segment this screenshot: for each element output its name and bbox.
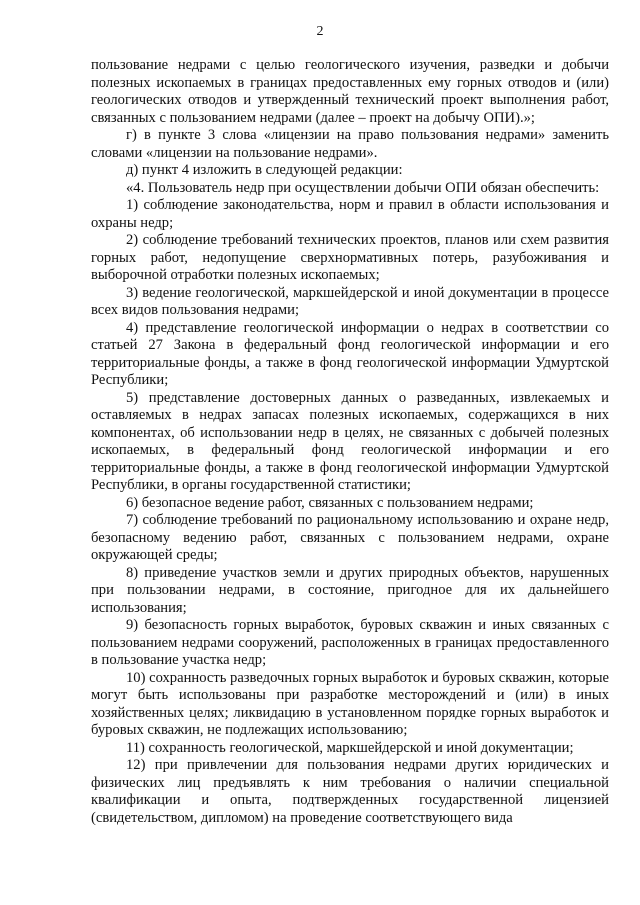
paragraph: 12) при привлечении для пользования недрами других юридических и физических лиц предъявлять к ним требования о наличии специальной квалификации и опыта, подтвержденных государственной лицензией (свидетельством, дипломом) на проведение соответствующего вида (91, 757, 609, 826)
paragraph: 11) сохранность геологической, маркшейдерской и иной документации; (126, 739, 574, 756)
document-body (91, 57, 609, 827)
paragraph: 7) соблюдение требований по рациональному использованию и охране недр, безопасному ведению работ, связанных с пользованием недрами, охране окружающей среды; (91, 512, 609, 563)
paragraph: 9) безопасность горных выработок, буровых скважин и иных связанных с пользованием недрами сооружений, расположенных в границах предоставленного в пользование участка недр; (91, 617, 609, 668)
paragraph: 3) ведение геологической, маркшейдерской и иной документации в процессе всех видов пользования недрами; (91, 284, 609, 318)
paragraph: 8) приведение участков земли и других природных объектов, нарушенных при пользовании недрами, в состояние, пригодное для их дальнейшего использования; (91, 564, 609, 616)
paragraph: «4. Пользователь недр при осуществлении добычи ОПИ обязан обеспечить: (126, 179, 600, 196)
paragraph: 2) соблюдение требований технических проектов, планов или схем развития горных работ, недопущение сверхнормативных потерь, разубоживания и выборочной отработки полезных ископаемых; (91, 232, 609, 283)
paragraph: 4) представление геологической информации о недрах в соответствии со статьей 27 Закона в федеральный фонд геологической информации и его территориальные фонды, а также в фонд геологической информации Удмуртской Республики; (91, 319, 609, 388)
paragraph: д) пункт 4 изложить в следующей редакции: (126, 162, 403, 178)
paragraph: 1) соблюдение законодательства, норм и правил в области использования и охраны недр; (91, 197, 609, 231)
paragraph: пользование недрами с целью геологического изучения, разведки и добычи полезных ископаемых в границах предоставленных ему горных отводов и (или) геологических отводов и утвержденный технический проект выполнения работ, связанных с пользованием недрами (далее – проект на добычу ОПИ).»; (91, 57, 609, 126)
paragraph: 10) сохранность разведочных горных выработок и буровых скважин, которые могут быть использованы при разработке месторождений и (или) в иных хозяйственных целях; ликвидацию в установленном порядке горных выработок и буровых скважин, не подлежащих использованию; (91, 669, 610, 738)
paragraph: 6) безопасное ведение работ, связанных с пользованием недрами; (126, 494, 534, 511)
paragraph: 5) представление достоверных данных о разведанных, извлекаемых и оставляемых в недрах запасах полезных ископаемых, содержащихся в них компонентах, об использовании недр в целях, не связанных с добычей полезных ископаемых, в федеральный фонд геологической информации и его территориальные фонды, а также в фонд геологической информации Удмуртской Республики, в органы государственной статистики; (91, 389, 609, 493)
paragraph: г) в пункте 3 слова «лицензии на право пользования недрами» заменить словами «лицензии на пользование недрами». (91, 127, 609, 161)
page-number: 2 (316, 24, 324, 39)
